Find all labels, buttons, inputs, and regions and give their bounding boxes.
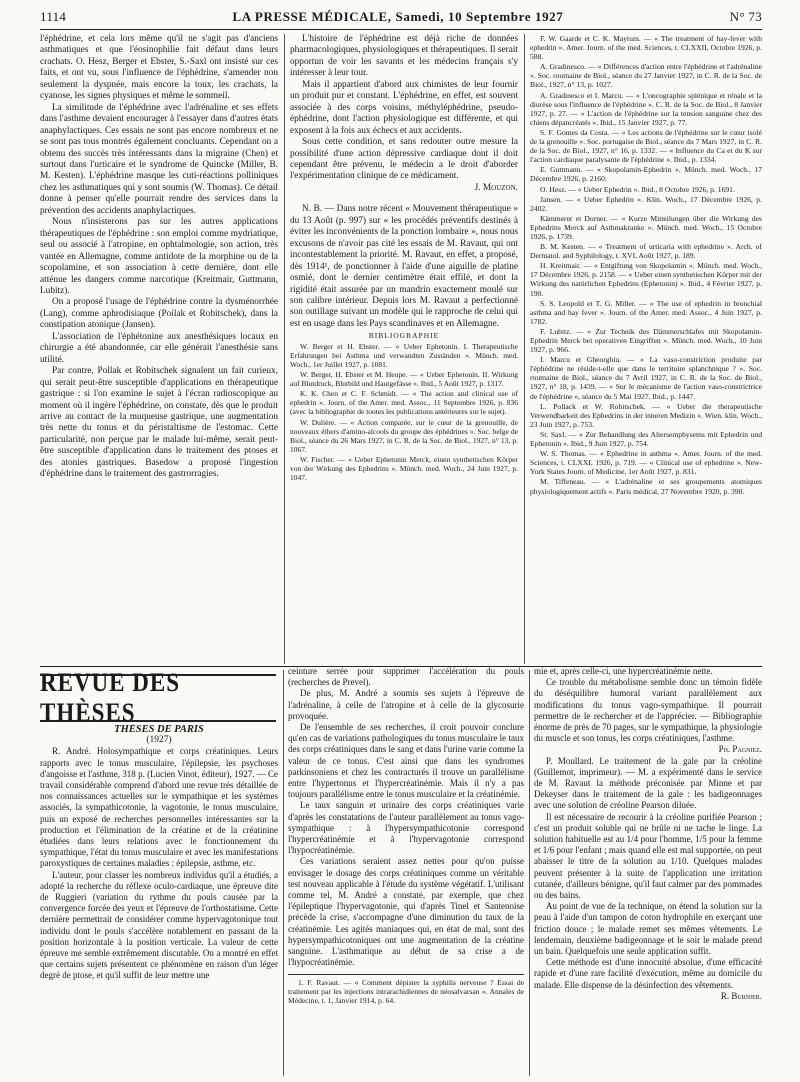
bibliography-entry: W. Dulière. — « Action comparée, sur le cœur de la grenouille, de nouveaux éthers d'amino-alcools du groupe des éphédrines ». Soc. belge de Biol., séance du 26 Mars 1927, in C. R. de la Soc. de Biol., 1927, n° 13, p. 1067.	[290, 417, 518, 454]
author-signature: J. Mouzon.	[474, 182, 518, 193]
page-header	[40, 6, 762, 28]
bibliography-entry: W. Berger et H. Ebster. — « Ueber Ephetonin. I. Therapeutische Erfahrungen bei Asthma und verwandten Zuständen ». Münch. med. Woch., 1er Juillet 1927, p. 1081.	[290, 341, 518, 369]
paragraph: Ces variations seraient assez nettes pour qu'on puisse envisager le dosage des corps créatiniques comme un véritable test nouveau applicable à l'étude du système végétatif. L'utilisant comme tel, M. André a constaté, par exemple, que chez l'épileptique l'hypervagotonie, qui d'après Tinel et Santenoise précède la crise, s'accompagne d'une diminution du taux de la créatinémie. Les agités maniaques qui, en état de mal, sont des hypersympathicotoniques ont une augmentation de la créatine sanguine. L'asthmatique au début de sa crise a de l'hypocréatinémie.	[288, 856, 524, 968]
bibliography-entry: W. S. Thomas. — « Ephedrine in asthma ». Amer. Journ. of the med. Sciences, t. CLXXI, 1926, p. 719. — « Clinical use of ephedrine ». New-York States Journ. of Medicine, 1er Août 1927, p. 831.	[530, 449, 762, 477]
bibliography-entry: E. Guttmann. — « Skopolamin-Ephedrin ». Münch. med. Woch., 17 Décembre 1926, p. 2160.	[530, 165, 762, 184]
header-rule	[40, 29, 762, 30]
paragraph: Il est nécessaire de recourir à la créoline purifiée Pearson ; c'est un produit soluble qui ne brûle ni ne tache le linge. La solution habituelle est au 1/4 pour l'homme, 1/5 pour la femme et 1/6 pour l'enfant ; mais quand elle est mal supportée, on peut abaisser le titre de la solution au 1/10. Quelques malades peuvent présenter à la suite de l'application une irritation cutanée, d'ailleurs bénigne, qu'il faut calmer par des pommades ou des bains.	[534, 811, 762, 901]
bibliography-entry: W. Berger, H. Ebster et M. Heupe. — « Ueber Ephetonin. II. Wirkung auf Blutdruck, Blutbild und Hautgefässe ». Ibid., 5 Août 1927, p. 1317.	[290, 370, 518, 389]
paragraph: Sous cette condition, et sans redouter outre mesure la possibilité d'une action dépressive cardiaque dont il doit cependant être prévenu, le médecin a le droit d'aborder l'expérimentation clinique de ce médicament.	[290, 137, 518, 182]
column-divider	[529, 670, 530, 1076]
bibliography-entry: S. S. Leopold et T. G. Miller. — « The use of ephedrin in bronchial asthma and hay fever ». Journ. of the Amer. med. Assoc., 4 Juin 1927, p. 1782.	[530, 298, 762, 326]
bibliography-heading: BIBLIOGRAPHIE	[368, 331, 440, 341]
theses-subtitle: THÈSES DE PARIS	[114, 724, 204, 735]
bibliography-entry: Kämmerer et Dorner. — « Kurze Mitteilungen über die Wirkung des Ephedrins Merck auf Asthmakranke ». Münch. med. Woch., 15 Octobre 1926, p. 1739.	[530, 213, 762, 241]
paragraph: De l'ensemble de ses recherches, il croit pouvoir conclure qu'en cas de variations pathologiques du tonus musculaire le taux des corps créatiniques dans le sang et dans l'urine varie comme la valeur de ce tonus. C'est ainsi que dans les syndromes parkinsoniens et chez les contracturés il trouve un parallélisme entre l'hypertonus et l'hypercréatinémie. Mais il n'y a pas toujours parallélisme entre le tonus musculaire et la créatinémie.	[288, 722, 524, 800]
lower-column-2	[288, 666, 524, 1076]
upper-column-1	[40, 34, 278, 664]
column-divider	[283, 670, 284, 1076]
bibliography-entry: I. Marcu et Gheorghiu. — « La vaso-constriction produite par l'éphédrine ne réside-t-elle que dans le territoire splanchnique ? ». Soc. roumaine de Biol., séance du 7 Avril 1927, in C. R. de la Soc. de Biol., 1927, n° 18, p. 1439. — « Sur le mécanisme de l'action vaso-constrictrice de l'éphédrine », séance du 5 Mai 1927. Ibid., p. 1447.	[530, 355, 762, 401]
paragraph: Au point de vue de la technique, on étend la solution sur la peau à l'aide d'un tampon de coton hydrophile en exerçant une friction douce ; le malade remet ses mêmes vêtements. Le lendemain, deuxième badigeonnage et le soir le malade prend un bain. Quelquefois une seule application suffit.	[534, 901, 762, 957]
bibliography-list	[290, 342, 518, 482]
thesis-review: P. Moullard. Le traitement de la gale par la créoline (Guillemot, imprimeur). — M. a expérimenté dans le service de M. Ravaut la méthode préconisée par Minne et par Dekeyser dans le traitement de la gale : les badigeonnages avec une solution de créoline Pearson diluée.	[534, 755, 762, 811]
paragraph: Par contre, Pollak et Robitschek signalent un fait curieux, qui serait peut-être susceptible d'applications en thérapeutique gastrique : si l'on examine le sujet à l'écran radioscopique au moment où il ingère l'éphédrine, on constate, dès que le produit arrive au contact de la muqueuse gastrique, une augmentation très nette du tonus et du péristaltisme de l'estomac. Cette particularité, non perçue par le malade lui-même, serait peut-être susceptible d'application dans le traitement des ptoses et des atonies gastriques. Basedow a proposé l'ingestion d'éphédrine dans le traitement des gastrorragies.	[40, 366, 278, 480]
bibliography-entry: F. Lubitz. — « Zur Technik des Dämmerschlafes mit Skopolamin-Ephedrin Merck bei operativen Eingriffen ». Münch. med. Woch., 10 Juin 1927, p. 966.	[530, 326, 762, 355]
footnote	[288, 974, 524, 1005]
paragraph: L'histoire de l'éphédrine est déjà riche de données pharmacologiques, physiologiques et thérapeutiques. Il serait opportun de voir les savants et les médecins français s'y intéresser à leur tour.	[290, 34, 518, 79]
paragraph: On a proposé l'usage de l'éphédrine contre la dysménorrhée (Lang), comme aphrodisiaque (Poilak et Robitschek), dans la constipation atonique (Jansen).	[40, 297, 278, 331]
lower-column-1	[40, 724, 278, 1076]
nota-bene: N. B. — Dans notre récent « Mouvement thérapeutique » du 13 Août (p. 997) sur « les procédés préventifs destinés à éviter les inconvénients de la ponction lombaire », nous nous excusons de n'avoir pas cité les essais de M. Ravaut, qui ont incontestablement la priorité. M. Ravaut, en effet, a proposé, dès 1914¹, de ponctionner à l'aide d'une aiguille de platine osmié, dont le dernier centimètre était effilé, et dont la rigidité était assurée par un mandrin exactement moulé sur son calibre intérieur. Depuis lors M. Ravaut a perfectionné son outillage suivant un modèle qui le rapproche de celui qui est en usage dans les Pays scandinaves et en Allemagne.	[290, 204, 518, 329]
revue-des-theses-banner	[40, 668, 276, 727]
paragraph: l'éphédrine, et cela lors même qu'il ne s'agit pas d'anciens asthmatiques et que l'éosinophilie fait défaut dans leurs crachats. O. Hesz, Berger et Ebster, S.-Saxl ont insisté sur ces faits, et ont vu, sous l'influence de l'éphédrine, s'amender non seulement la dyspnée, mais encore la toux, les crachats, la cyanose, les signes physiques et même le sommeil.	[40, 34, 278, 102]
bibliography-entry: A. Gradinesco. — « Différences d'action entre l'éphédrine et l'adrénaline ». Soc. roumaine de Biol., séance du 27 Janvier 1927, in C. R. de la Soc. de Biol., 1927, n° 13, p. 1027.	[530, 62, 762, 90]
lower-column-3	[534, 666, 762, 1076]
page-number: 1114	[40, 9, 67, 24]
paragraph: Mais il appartient d'abord aux chimistes de leur fournir un produit pur et constant. L'éphédrine, en effet, est souvent associée à des corps voisins, méthyléphédrine, pseudo-éphédrine, dont l'action physiologique est différente, et qui exposent à la fois aux échecs et aux accidents.	[290, 79, 518, 136]
paragraph: La similitude de l'éphédrine avec l'adrénaline et ses effets dans l'asthme devaient encourager à l'essayer dans d'autres états anaphylactiques. Ces essais ne sont pas encore nombreux et ne se sont pas tous montrés également concluants. Cependant on a obtenu des succès très intéressants dans la migraine (Chen) et surtout dans l'urticaire et le syndrome de Quincke (Miller, B. M. Kesten). L'éphédrine masque les cuti-réactions polliniques chez les asthmatiques qui y sont soumis (W. Thomas). Ce détail donne à penser qu'elle pourrait rendre des services dans la prévention des accidents anaphylactiques.	[40, 102, 278, 216]
section-title: REVUE DES THÈSES	[40, 668, 181, 727]
paragraph: Ce trouble du métabolisme semble donc un témoin fidèle du déséquilibre humoral variant parallèlement aux modifications du tonus vago-sympathique. Il pourrait permettre de le rechercher et de l'apprécier. — Bibliographie énorme de près de 70 pages, sur le sympathique, la physiologie du muscle et son tonus, les corps créatiniques, l'asthme.	[534, 677, 762, 744]
column-divider	[524, 34, 525, 664]
paragraph: ceinture serrée pour supprimer l'accélération du pouls (recherches de Prevel).	[288, 666, 524, 688]
bibliography-entry: L. Pollack et W. Robitschek. — « Ueber die therapeutische Verwendbarkeit des Ephedrins in der inneren Medizin ». Wien. klin. Woch., 23 Juin 1927, p. 753.	[530, 401, 762, 429]
bibliography-entry: Jansen. — « Ueber Ephedrin ». Klin. Woch., 17 Décembre 1926, p. 2402.	[530, 194, 762, 213]
upper-column-3-bibliography	[530, 34, 762, 664]
paragraph: mie et, après celle-ci, une hypercréatinémie nette.	[534, 666, 713, 676]
bibliography-entry: F. W. Gaarde et C. K. Maytum. — « The treatment of hay-fever with ephedrin ». Amer. Journ. of the med. Sciences, t. CLXXII, Octobre 1926, p. 588.	[530, 34, 762, 62]
bibliography-entry: W. Fischer. — « Ueber Ephetonin Merck, einen synthetischen Körper von der Wirkung des Ephedrins ». Münch. med. Woch., 24 Juin 1927, p. 1047.	[290, 454, 518, 483]
bibliography-entry: K. K. Chen et C. F. Schmidt. — « The action and clinical use of ephedrin ». Journ. of the Amer. med. Assoc., 11 Septembre 1926, p. 836 (avec la bibliographie de toutes les publications antérieures sur le sujet).	[290, 389, 518, 417]
bibliography-entry: B. M. Kesten. — « Treatment of urticaria with ephedrine ». Arch. of Dermatol. and Syphilology, t. XVI, Août 1927, p. 189.	[530, 242, 762, 261]
bibliography-entry: St. Saxl. — « Zur Behandlung des Altersemphysems mit Ephedrin und Ephetonin ». Ibid., 9 Juin 1927, p. 754.	[530, 429, 762, 449]
upper-column-2	[290, 34, 518, 664]
paragraph: Le taux sanguin et urinaire des corps créatiniques varie d'après les constatations de l'auteur parallèlement au tonus vago-sympathique : à l'hypersympathicotonie correspond l'hypercréatinémie et à l'hypervagotonie correspond l'hypocréatinémie.	[288, 800, 524, 856]
bibliography-entry: A. Gradinesco et I. Marcu. — « L'oncographie splénique et rénale et la diurèse sous l'influence de l'éphédrine ». C. R. de la Soc. de Biol., 8 Janvier 1927, p. 27. — « L'action de l'éphédrine sur la tension sanguine chez des chiens dépancréatés ». Ibid., 15 Janvier 1927, p. 77.	[530, 90, 762, 127]
paragraph: L'auteur, pour classer les nombreux individus qu'il a étudiés, a adopté la recherche du réflexe oculo-cardiaque, une épreuve dite de Ruggieri (variation du rythme du pouls causée par la convergence forcée des yeux et l'épreuve de l'orthostatisme. Cette dernière permettrait de considérer comme hypervagotonique tout individu dont le pouls s'accélère notablement en passant de la position horizontale à la position verticale. La valeur de cette épreuve me semble extrêmement discutable. On a montré en effet que certains sujets présentent ce phénomène en raison d'un léger degré de ptose, et qu'il suffit de leur mettre une	[40, 869, 278, 981]
paragraph: L'association de l'éphétonine aux anesthésiques locaux en chirurgie a été abandonnée, car elle générait l'anesthésie sans utilité.	[40, 331, 278, 365]
thesis-review: R. André. Holosympathique et corps créatiniques. Leurs rapports avec le tonus musculaire, l'épilepsie, les psychoses d'angoisse et l'asthme, 318 p. (Lucien Vinot, éditeur), 1927. — Ce travail considérable comprend d'abord une revue très détaillée de nos connaissances actuelles sur le sympathique et les systèmes associés, la sympathicotonie, la vagotonie, le tonus musculaire, puis un exposé de recherches personnelles intéressantes sur la production et l'élimination de la créatine et de la créatinine étudiées dans leurs relations avec le fonctionnement du sympathique, l'état du tonus musculaire et avec les manifestations paroxystiques de certaines maladies : épilepsie, asthme, etc.	[40, 746, 278, 869]
reviewer-signature: R. Burnier.	[720, 990, 762, 1001]
bibliography-entry: O. Hesz. — « Ueber Ephedrin ». Ibid., 8 Octobre 1926, p. 1691.	[540, 184, 735, 194]
bibliography-entry: S. F. Gomes da Costa. — « Les actions de l'éphédrine sur le cœur isolé de la grenouille ». Soc. portugaise de Biol., séance du 7 Mars 1927, in C. R. de la Soc. de Biol., 1927, n° 16, p. 1332. — « Influence du Ca et du K sur l'action cardiaque paralysante de l'éphédrine ». Ibid., p. 1334.	[530, 127, 762, 165]
paragraph: De plus, M. André a soumis ses sujets à l'épreuve de l'adrénaline, à celle de l'atropine et à celle de la glycosurie provoquée.	[288, 688, 524, 721]
paragraph: Nous n'insisterons pas sur les autres applications thérapeutiques de l'éphédrine : son emploi comme mydriatique, seul ou associé à l'atropine, en ophtalmologie, son action, très vantée en Allemagne, comme antidote de la morphine ou de la scopolamine, et son association à cette dernière, dont elle atténue les dangers comme narcotique (Kreitmair, Guttmann, Lubitz).	[40, 217, 278, 296]
paragraph: Cette méthode est d'une innocuité absolue, d'une efficacité rapide et d'une rare facilité d'exécution, même au domicile du malade. Elle dispense de la désinfection des vêtements.	[534, 957, 762, 990]
reviewer-signature: Ph. Pagniez.	[718, 744, 762, 755]
issue-number: N° 73	[729, 9, 762, 24]
footnote-text: 1. F. Ravaut. — « Comment dépister la syphilis nerveuse ? Essai de traitement par les injections intrarachidiennes de néosalvarsan ». Annales de Médecine, t. 1, Janvier 1914, p. 64.	[288, 978, 524, 1006]
bibliography-entry: M. Tiffeneau. — « L'adrénaline et ses groupements atomiques physiologiquement actifs ». Paris médical, 27 Novembre 1920, p. 390.	[530, 477, 762, 496]
theses-year: (1927)	[146, 735, 172, 746]
bibliography-entry: H. Kreitmair. — « Entgiftung von Skopolamin ». Münch. med. Woch., 17 Décembre 1926, p. 2158. — « Ueber einen synthetischen Körper mit der Wirkung des natürlichen Ephedrins (Ephetonin) ». Ibid., 4 Février 1927, p. 190.	[530, 261, 762, 298]
column-divider	[284, 34, 285, 664]
journal-title: LA PRESSE MÉDICALE, Samedi, 10 Septembre 1927	[232, 9, 564, 24]
